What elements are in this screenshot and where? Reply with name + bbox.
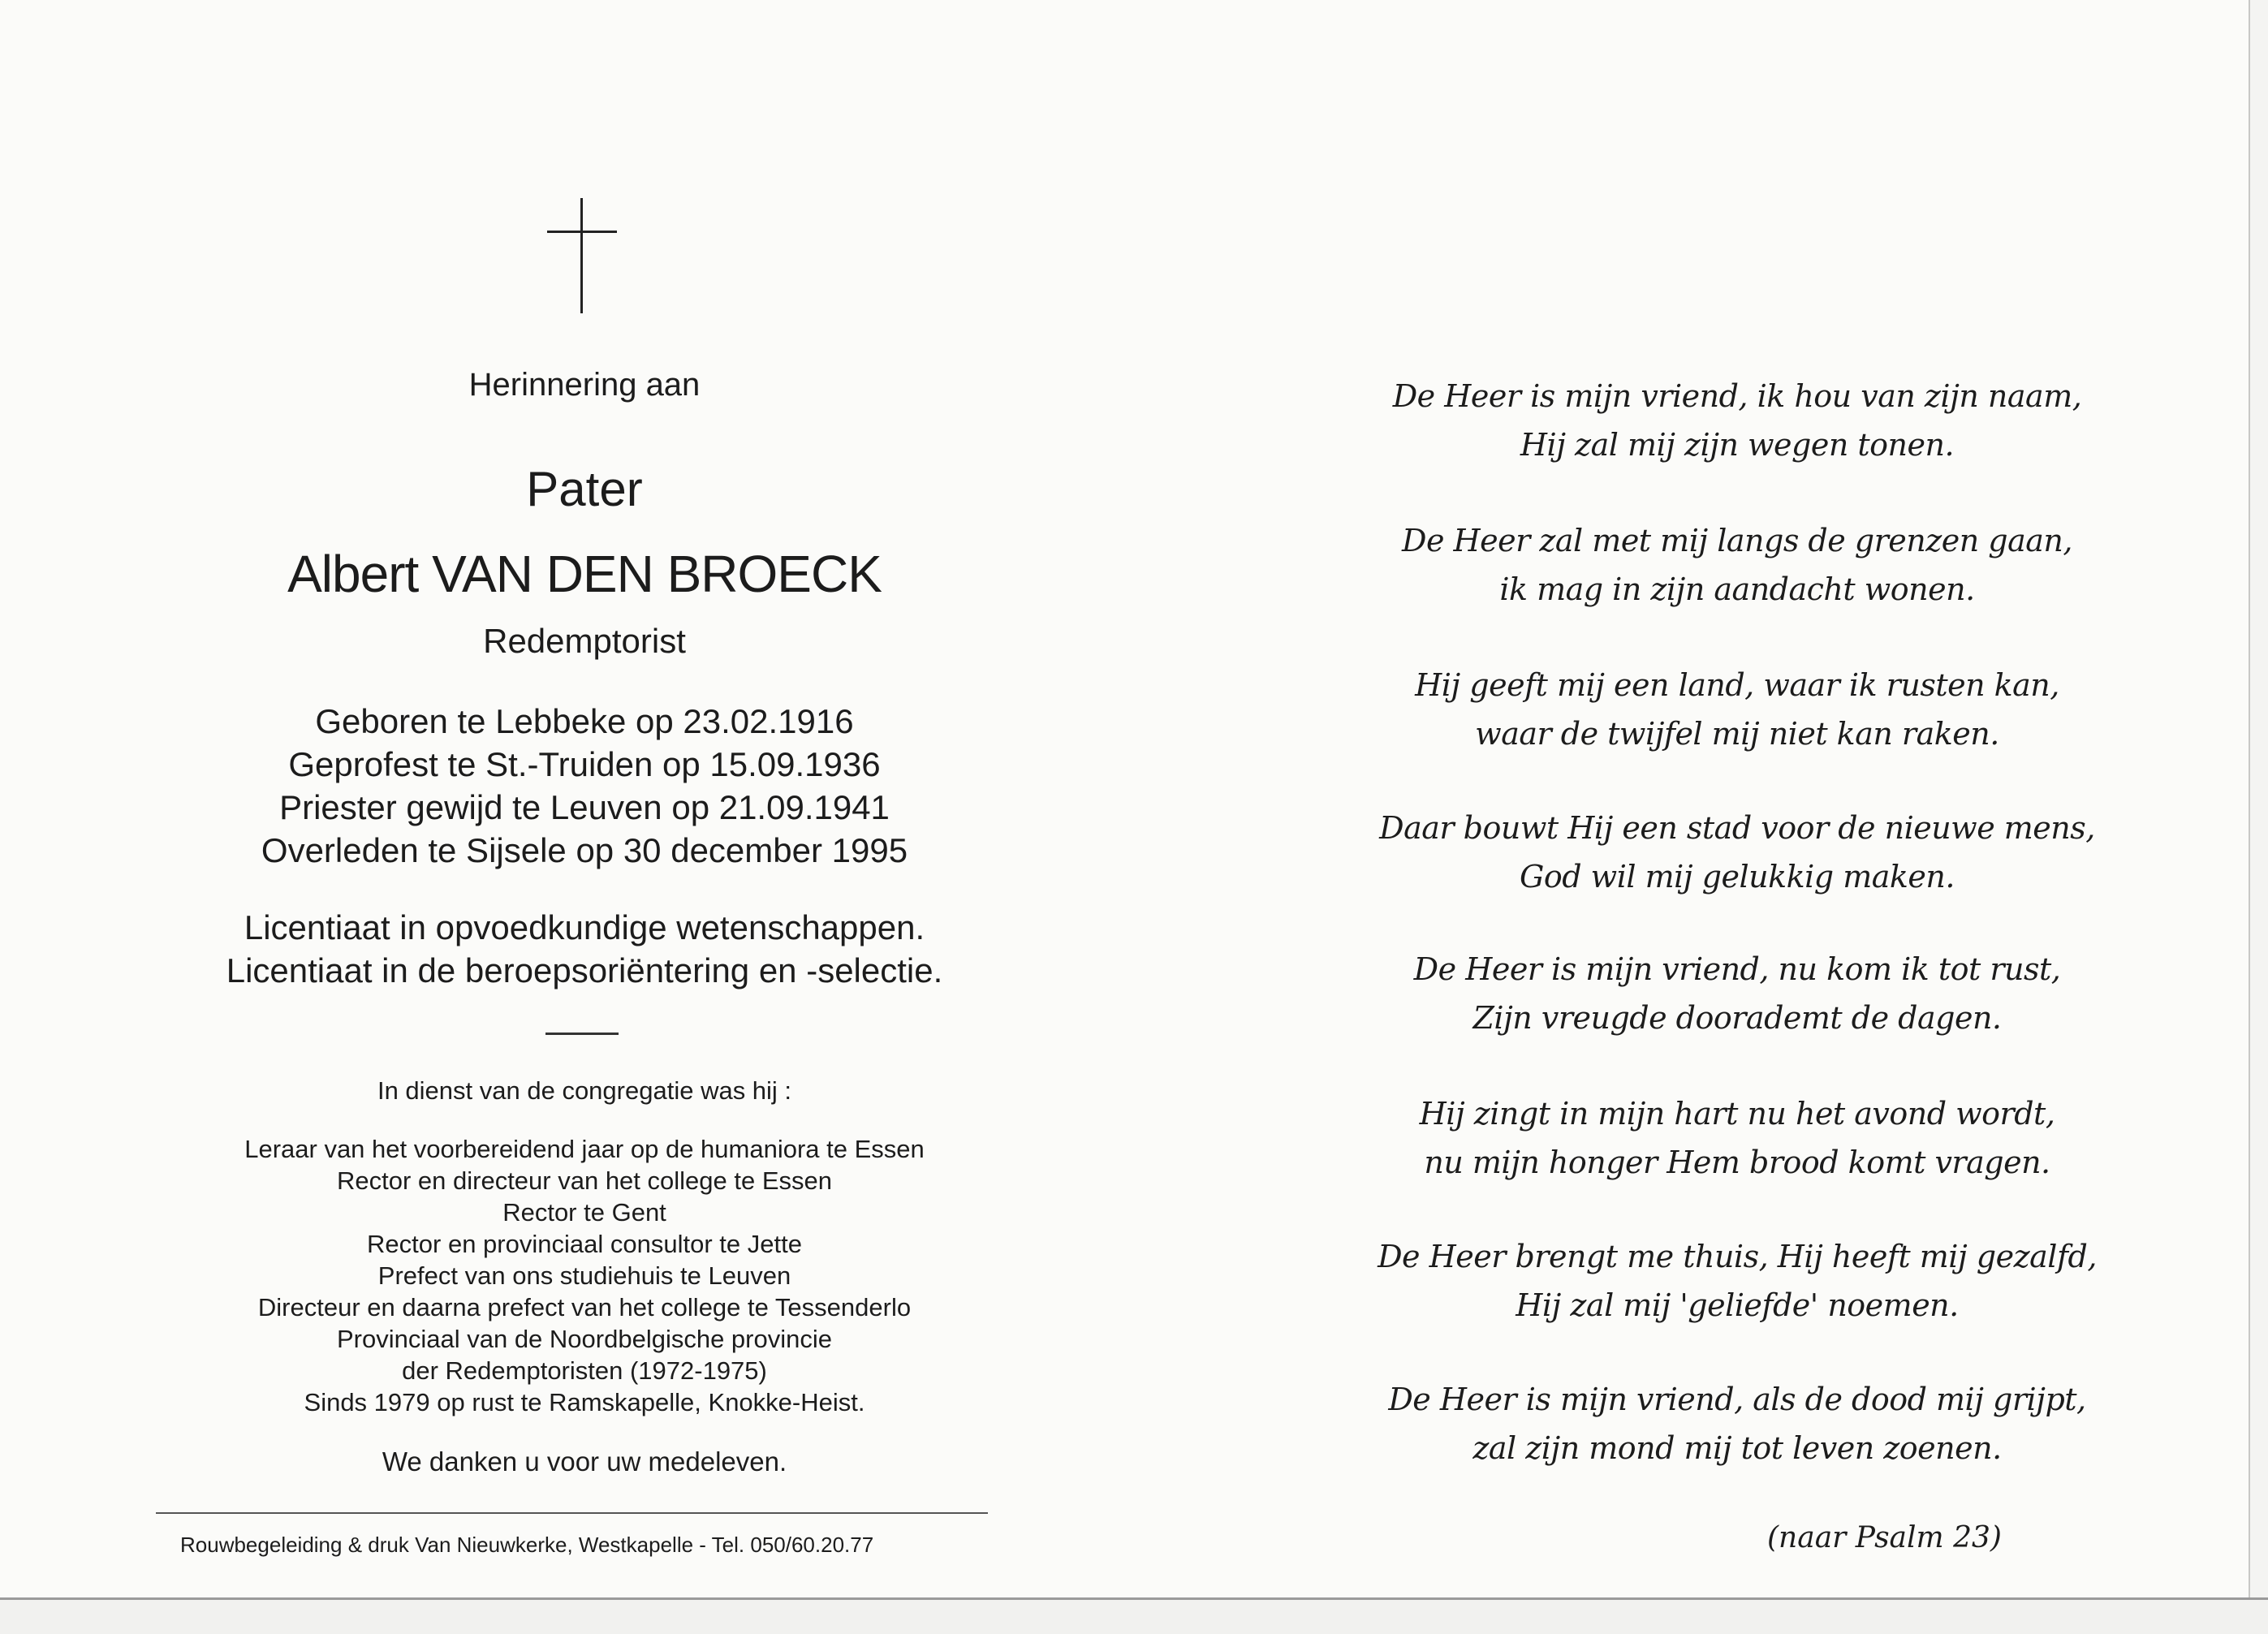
poem-line: De Heer zal met mij langs de grenzen gaan, — [1401, 523, 2072, 558]
poem-source: (naar Psalm 23) — [1767, 1521, 2002, 1554]
service-item: Rector te Gent — [502, 1198, 666, 1227]
divider — [545, 1033, 619, 1035]
service-item: Provinciaal van de Noordbelgische provincie — [336, 1325, 832, 1353]
life-events — [0, 700, 1169, 872]
poem-line: Zijn vreugde doorademt de dagen. — [1472, 1000, 2002, 1036]
card-edge-bottom — [0, 1597, 2268, 1634]
poem-line: God wil mij gelukkig maken. — [1520, 859, 1955, 895]
card-edge-right — [2249, 0, 2268, 1599]
poem-line: waar de twijfel mij niet kan raken. — [1475, 716, 1999, 752]
right-panel — [1266, 0, 2208, 1597]
degree: Licentiaat in de beroepsoriëntering en -selectie. — [226, 951, 943, 989]
life-event: Priester gewijd te Leuven op 21.09.1941 — [279, 788, 890, 826]
poem-line: nu mijn honger Hem brood komt vragen. — [1424, 1145, 2050, 1180]
poem-line: zal zijn mond mij tot leven zoenen. — [1472, 1430, 2002, 1466]
poem-line: De Heer is mijn vriend, ik hou van zijn naam, — [1392, 378, 2082, 414]
poem-line: Hij zingt in mijn hart nu het avond wordt, — [1419, 1096, 2055, 1132]
poem-stanza — [1266, 1232, 2208, 1330]
title-text: Pater — [526, 462, 643, 516]
printer-credit: Rouwbegeleiding & druk Van Nieuwkerke, Westkapelle - Tel. 050/60.20.77 — [180, 1533, 874, 1557]
poem-line: Hij zal mij zijn wegen tonen. — [1520, 427, 1955, 463]
poem-line: Hij geeft mij een land, waar ik rusten kan, — [1415, 667, 2059, 703]
service-item: Prefect van ons studiehuis te Leuven — [377, 1261, 791, 1290]
poem-stanza — [1266, 372, 2208, 469]
poem-line: Daar bouwt Hij een stad voor de nieuwe mens, — [1379, 810, 2095, 846]
life-event: Geprofest te St.-Truiden op 15.09.1936 — [288, 745, 881, 783]
deceased-name: Albert VAN DEN BROECK — [287, 545, 882, 603]
service-item: Rector en provinciaal consultor te Jette — [367, 1230, 802, 1258]
poem-stanza — [1266, 1089, 2208, 1187]
footer-rule — [156, 1512, 988, 1514]
service-item: Directeur en daarna prefect van het college te Tessenderlo — [257, 1293, 912, 1321]
thanks-text: We danken u voor uw medeleven. — [382, 1446, 787, 1477]
poem-line: Hij zal mij 'geliefde' noemen. — [1516, 1287, 1959, 1323]
service-list — [0, 1133, 1169, 1418]
poem-line: De Heer is mijn vriend, nu kom ik tot rust, — [1413, 951, 2061, 987]
poem-stanza — [1266, 804, 2208, 901]
poem-stanza — [1266, 516, 2208, 614]
service-item: Sinds 1979 op rust te Ramskapelle, Knokke-Heist. — [304, 1388, 865, 1416]
poem-stanza — [1266, 945, 2208, 1042]
life-event: Overleden te Sijsele op 30 december 1995 — [261, 831, 908, 869]
poem-line: De Heer brengt me thuis, Hij heeft mij gezalfd, — [1378, 1239, 2097, 1274]
intro-text: Herinnering aan — [468, 367, 701, 403]
degree: Licentiaat in opvoedkundige wetenschappen. — [244, 908, 925, 946]
order-text: Redemptorist — [483, 622, 686, 660]
life-event: Geboren te Lebbeke op 23.02.1916 — [315, 702, 854, 740]
cross-icon — [547, 198, 632, 313]
poem-stanza — [1266, 1375, 2208, 1472]
service-item: der Redemptoristen (1972-1975) — [402, 1356, 767, 1385]
poem-stanza — [1266, 661, 2208, 758]
service-item: Rector en directeur van het college te Essen — [336, 1166, 832, 1195]
poem-line: De Heer is mijn vriend, als de dood mij grijpt, — [1388, 1382, 2086, 1417]
service-intro: In dienst van de congregatie was hij : — [377, 1076, 792, 1105]
service-item: Leraar van het voorbereidend jaar op de humaniora te Essen — [244, 1135, 925, 1163]
poem-line: ik mag in zijn aandacht wonen. — [1499, 571, 1975, 607]
degrees — [0, 906, 1169, 992]
